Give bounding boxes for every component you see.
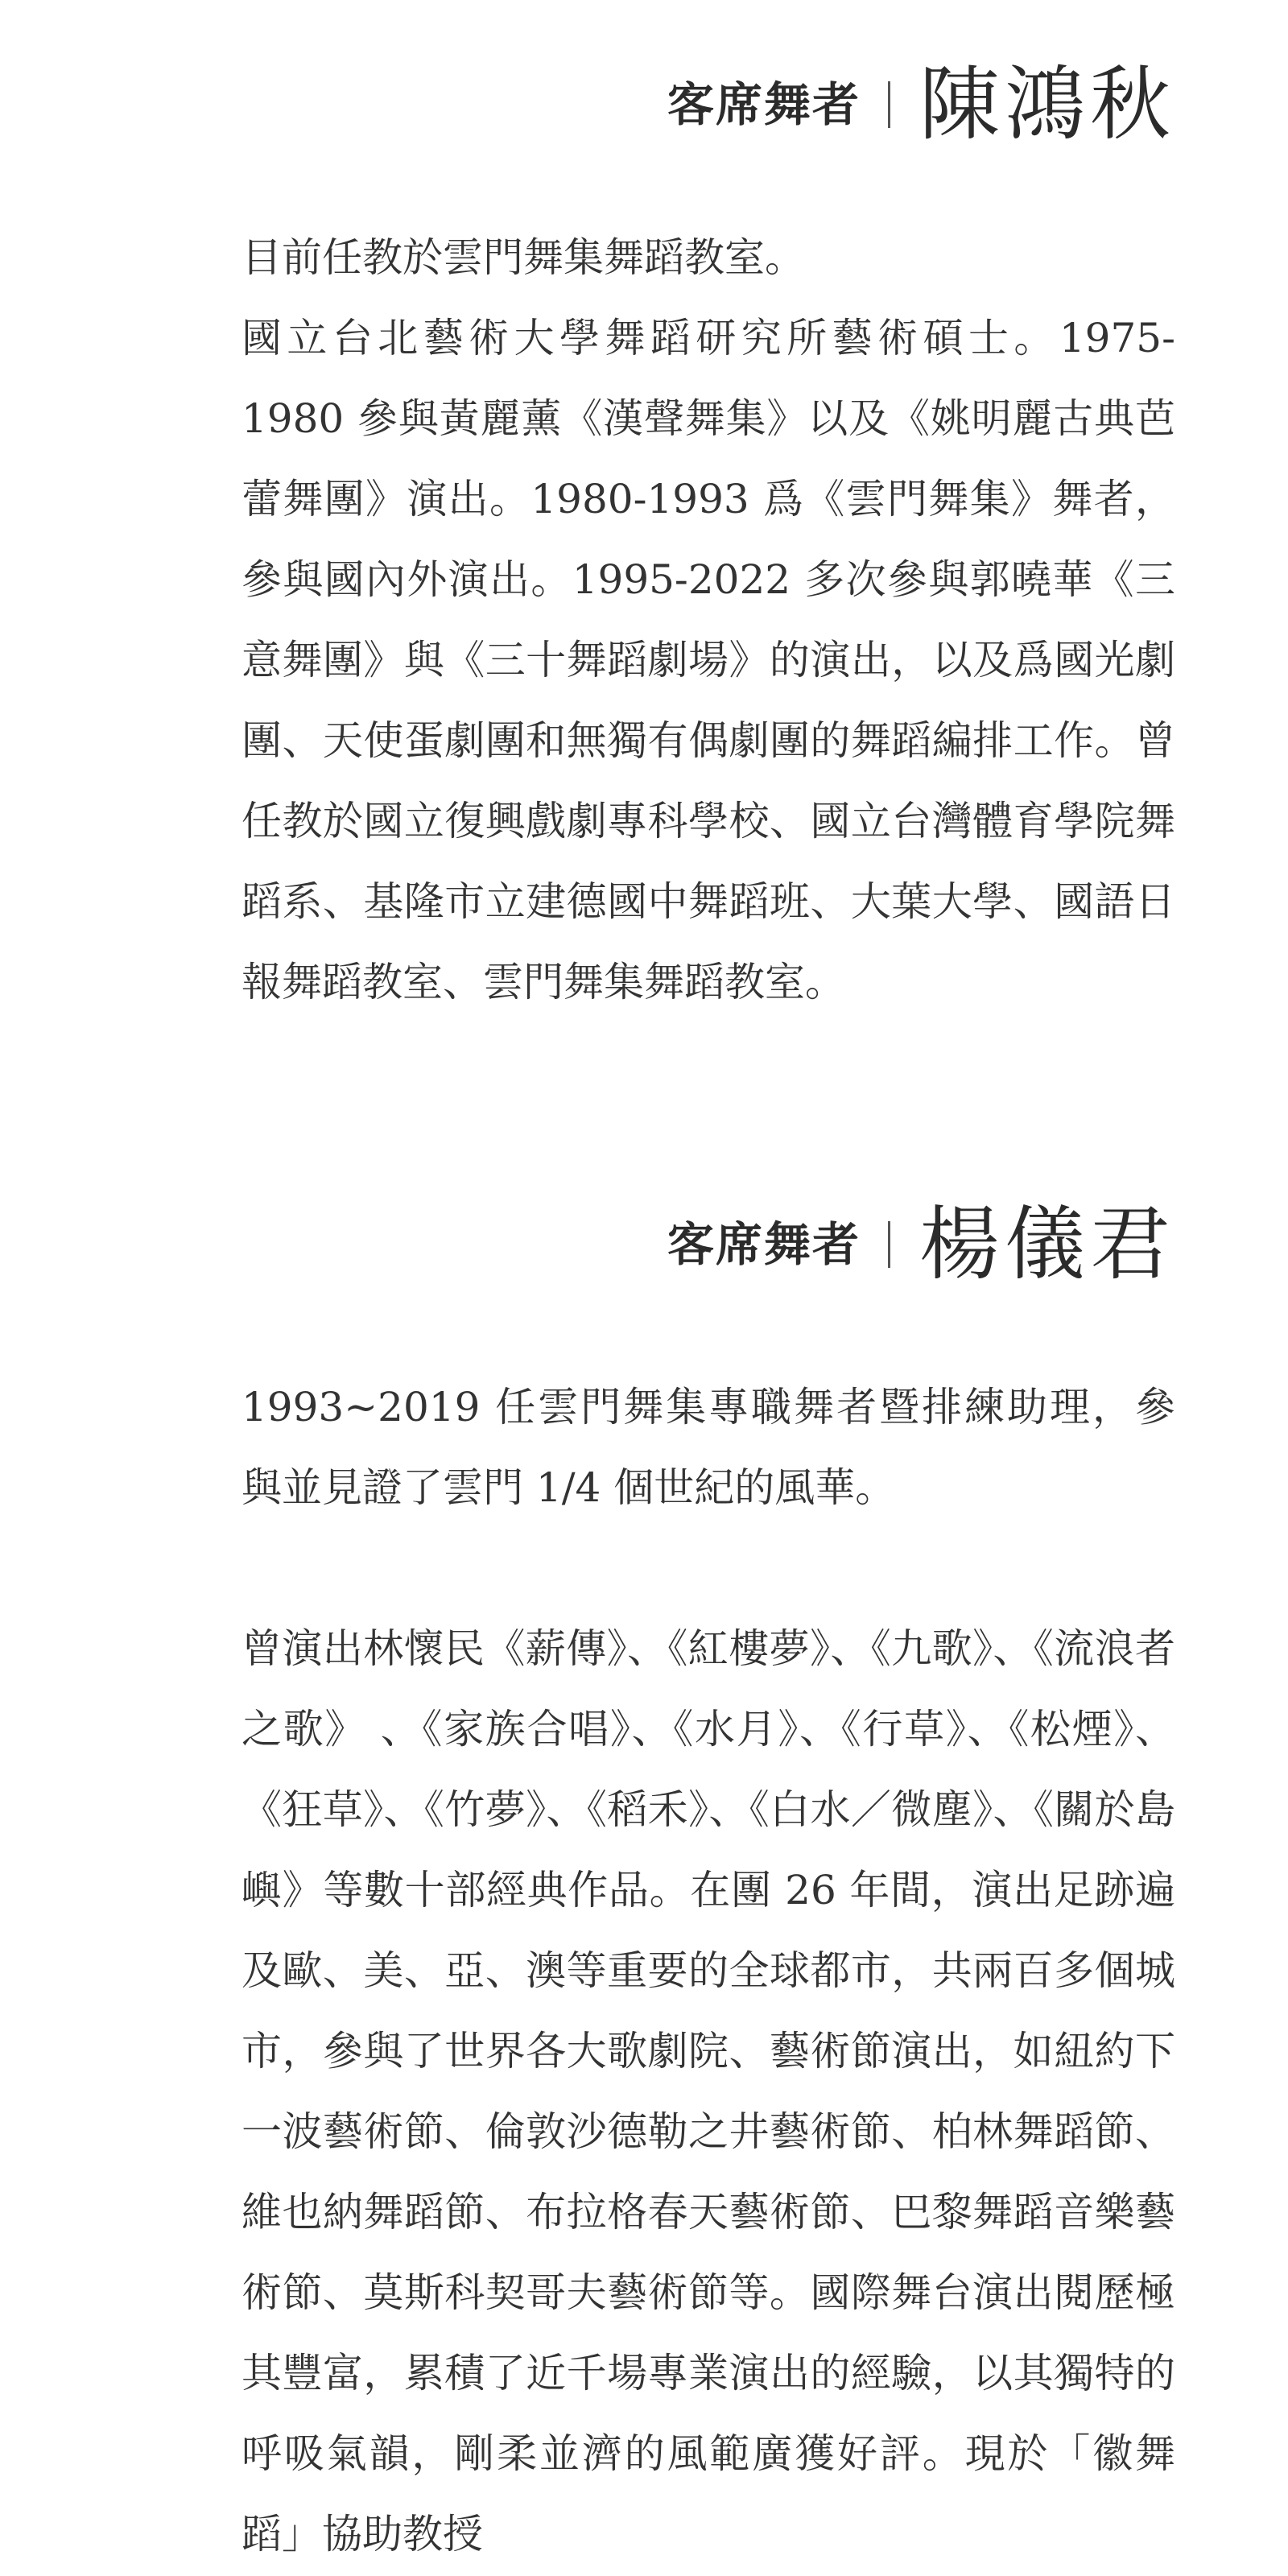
heading-divider	[888, 81, 890, 128]
dancer-name: 陳鴻秋	[919, 57, 1175, 151]
dancer-role: 客席舞者	[667, 1217, 861, 1272]
dancer-role: 客席舞者	[667, 77, 861, 132]
bio-paragraph: 國立台北藝術大學舞蹈研究所藝術碩士。1975-1980 參與黃麗薰《漢聲舞集》以及《姚明麗古典芭蕾舞團》演出。1980-1993 爲《雲門舞集》舞者，參與國內外演出。1995-2022 多次參與郭曉華《三意舞團》與《三十舞蹈劇場》的演出，以及爲國光劇團、天使蛋劇團和無獨有偶劇團的舞蹈編排工作。曾任教於國立復興戲劇專科學校、國立台灣體育學院舞蹈系、基隆市立建德國中舞蹈班、大葉大學、國語日報舞蹈教室、雲門舞集舞蹈教室。	[242, 315, 1175, 1005]
bio-paragraph: 曾演出林懷民《薪傳》、《紅樓夢》、《九歌》、《流浪者之歌》 、《家族合唱》、《水月》、《行草》、《松煙》、《狂草》、《竹夢》、《稻禾》、《白水／微塵》、《關於島嶼》等數十部經典作品。在團 26 年間，演出足跡遍及歐、美、亞、澳等重要的全球都市，共兩百多個城市，參與了世界各大歌劇院、藝術節演出，如紐約下一波藝術節、倫敦沙德勒之井藝術節、柏林舞蹈節、維也納舞蹈節、布拉格春天藝術節、巴黎舞蹈音樂藝術節、莫斯科契哥夫藝術節等。國際舞台演出閱歷極其豐富，累積了近千場專業演出的經驗，以其獨特的呼吸氣韻，剛柔並濟的風範廣獲好評。現於「徽舞蹈」協助教授	[242, 1625, 1175, 2557]
dancer-heading	[242, 1196, 1175, 1293]
heading-divider	[888, 1221, 890, 1268]
dancer-name: 楊儀君	[919, 1197, 1175, 1291]
dancer-profile-chen	[242, 56, 1175, 1022]
paragraph-gap	[242, 1528, 1175, 1608]
bio-paragraph: 1993~2019 任雲門舞集專職舞者暨排練助理，參與並見證了雲門 1/4 個世紀的風華。	[242, 1384, 1175, 1511]
bio-paragraph: 目前任教於雲門舞集舞蹈教室。	[242, 234, 805, 281]
dancer-heading	[242, 56, 1175, 153]
dancer-profile-yang	[242, 1196, 1175, 2574]
